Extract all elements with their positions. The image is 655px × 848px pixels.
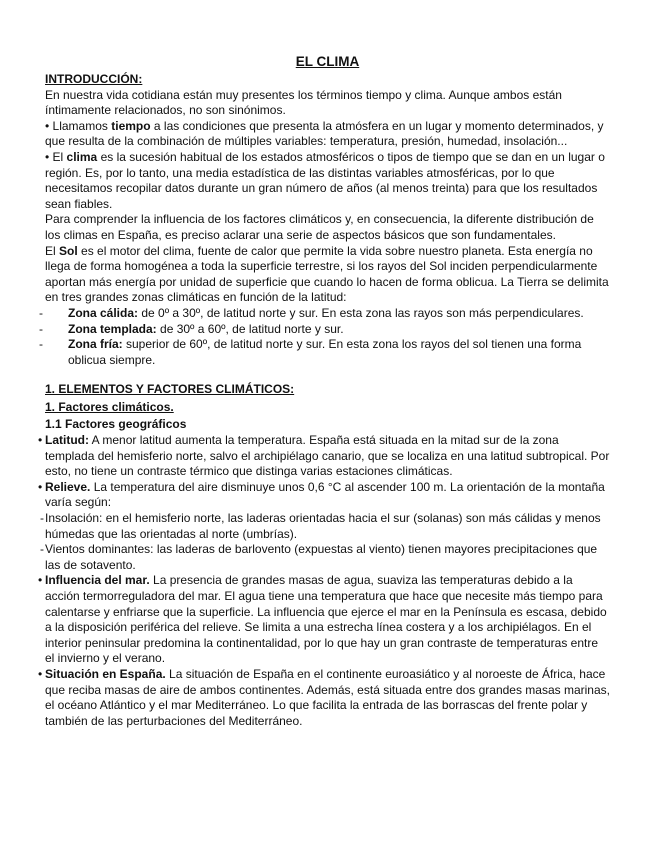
section-1-heading: 1. ELEMENTOS Y FACTORES CLIMÁTICOS: <box>45 382 295 397</box>
bullet-marker: • <box>38 479 43 494</box>
factor-term: Situación en España. <box>45 666 166 681</box>
tiempo-prefix: • Llamamos <box>45 118 112 133</box>
zone-item-fria <box>39 337 610 368</box>
dash-marker: - <box>39 337 43 352</box>
dash-marker: - <box>39 305 43 320</box>
zone-term: Zona fría: <box>68 337 123 352</box>
section-1-1-heading: 1. Factores climáticos. <box>45 399 174 414</box>
zone-text: de 30º a 60º, de latitud norte y sur. <box>156 321 344 336</box>
tiempo-term: tiempo <box>111 118 151 133</box>
bullet-marker: • <box>38 573 43 588</box>
factor-term: Relieve. <box>45 479 91 494</box>
relieve-sub-text: Insolación: en el hemisferio norte, las laderas orientadas hacia el sur (solanas) son más cálidas y menos húmedas que las orientadas al norte (umbrías). <box>45 511 601 541</box>
factor-mar <box>38 573 610 667</box>
document-title: EL CLIMA <box>295 54 360 69</box>
sol-paragraph <box>45 244 610 306</box>
relieve-insolacion <box>40 511 610 542</box>
bullet-marker: • <box>38 433 43 448</box>
factor-term: Latitud: <box>45 433 89 448</box>
sol-term: Sol <box>59 243 78 258</box>
dash-marker: - <box>39 321 43 336</box>
clima-text: es la sucesión habitual de los estados atmosféricos o tipos de tiempo que se dan en un lugar o región. Es, por lo tanto, una media estadística de las distintas variables atmosféricas, por lo que necesitamos recopilar datos durante un gran número de años (al menos treinta) para que los resultados sean fiables. <box>45 149 605 211</box>
relieve-vientos <box>40 542 610 573</box>
factor-text: La presencia de grandes masas de agua, suaviza las temperaturas debido a la acción termorreguladora del mar. El agua tiene una temperatura que hace que necesite más tiempo para calentarse y enfriarse que la superficie. La influencia que ejerce el mar en la Península es escasa, debido a la disposición periférica del relieve. Se limita a una estrecha línea costera y a los archipiélagos. En el interior peninsular predomina la continentalidad, por lo que hay un gran contraste de temperaturas entre el invierno y el verano. <box>45 573 607 666</box>
document-body <box>38 72 610 729</box>
zone-term: Zona cálida: <box>68 305 139 320</box>
bullet-marker: • <box>38 666 43 681</box>
dash-marker: - <box>40 511 44 526</box>
factor-term: Influencia del mar. <box>45 573 150 588</box>
zone-item-calida <box>39 305 610 322</box>
sol-text: es el motor del clima, fuente de calor que permite la vida sobre nuestro planeta. Esta energía no llega de forma homogénea a toda la superficie terrestre, si los rayos del Sol inciden perpendicularmente aportan más energía por unidad de superficie que cuando lo hacen de forma oblicua. La Tierra se delimita en tres grandes zonas climáticas en función de la latitud: <box>45 243 609 305</box>
zone-term: Zona templada: <box>68 321 157 336</box>
relieve-sub-text: Vientos dominantes: las laderas de barlovento (expuestas al viento) tienen mayores precipitaciones que las de sotavento. <box>45 542 598 572</box>
zone-item-templada <box>39 321 610 338</box>
intro-paragraph-2: Para comprender la influencia de los factores climáticos y, en consecuencia, la diferente distribución de los climas en España, es preciso aclarar una serie de aspectos básicos que son fundamentales. <box>45 212 594 242</box>
dash-marker: - <box>40 542 44 557</box>
factor-text: La situación de España en el continente euroasiático y al noroeste de África, hace que reciba masas de aire de ambos continentes. Además, está situada entre dos grandes masas marinas, el océano Atlántico y el mar Mediterráneo. Lo que facilita la entrada de las borrascas del frente polar y también de las perturbaciones del Mediterráneo. <box>45 666 610 728</box>
clima-definition <box>45 150 610 212</box>
factor-text: La temperatura del aire disminuye unos 0,6 °C al ascender 100 m. La orientación de la montaña varía según: <box>45 479 605 510</box>
sol-prefix: El <box>45 243 60 258</box>
factor-text: A menor latitud aumenta la temperatura. España está situada en la mitad sur de la zona templada del hemisferio norte, salvo el archipiélago canario, que se localiza en una latitud subtropical. Por esto, no tiene un contraste térmico que distinga varias estaciones climáticas. <box>45 433 610 479</box>
zone-text: superior de 60º, de latitud norte y sur. En esta zona los rayos del sol tienen una forma oblicua siempre. <box>68 337 582 367</box>
clima-prefix: • El <box>45 149 67 164</box>
tiempo-definition <box>45 119 610 150</box>
factor-situacion <box>38 666 610 729</box>
zone-text: de 0º a 30º, de latitud norte y sur. En esta zona las rayos son más perpendiculares. <box>138 305 584 320</box>
factor-latitud <box>38 433 610 480</box>
section-1-1-1-heading: 1.1 Factores geográficos <box>45 417 187 432</box>
factor-relieve <box>38 479 610 511</box>
tiempo-text: a las condiciones que presenta la atmósfera en un lugar y momento determinados, y que resulta de la combinación de múltiples variables: temperatura, presión, humedad, insolación... <box>45 118 604 149</box>
intro-paragraph-1: En nuestra vida cotidiana están muy presentes los términos tiempo y clima. Aunque ambos están íntimamente relacionados, no son sinónimos. <box>45 87 562 118</box>
clima-term: clima <box>66 149 98 164</box>
intro-heading: INTRODUCCIÓN: <box>45 72 143 86</box>
